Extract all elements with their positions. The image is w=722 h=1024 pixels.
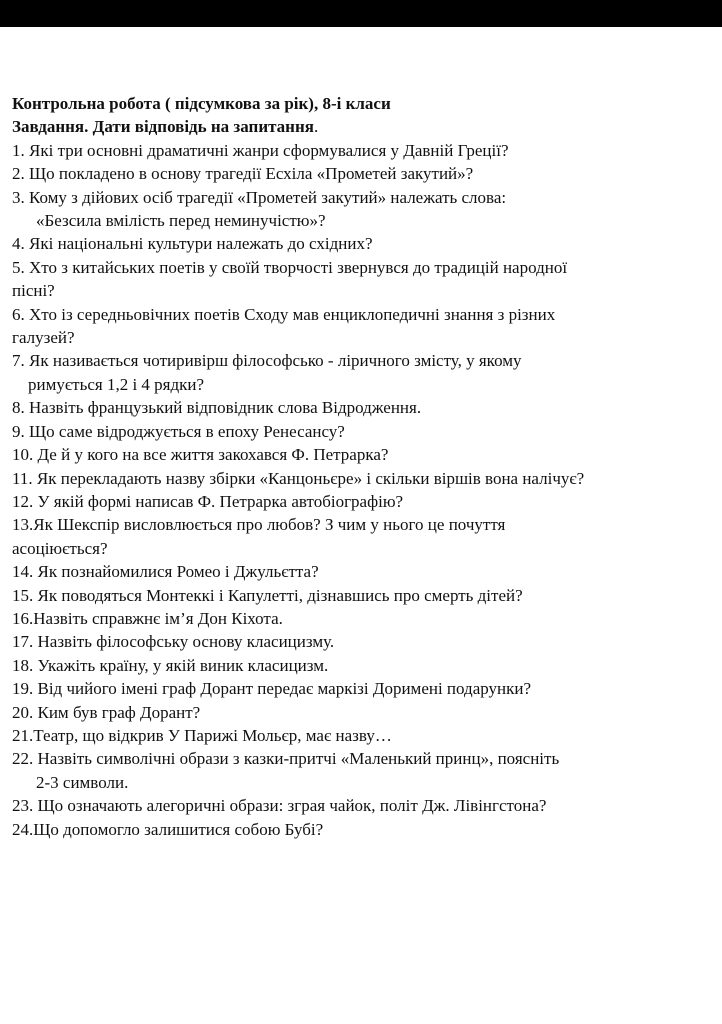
question-2: 2. Що покладено в основу трагедії Есхіла «Прометей закутий»?	[12, 164, 474, 184]
question-5: 5. Хто з китайських поетів у своїй творчості звернувся до традицій народної	[12, 257, 568, 277]
task-instruction	[12, 115, 712, 138]
document-page	[12, 92, 712, 841]
question-3: 3. Кому з дійових осіб трагедії «Прометей закутий» належать слова:	[12, 187, 507, 207]
question-19: 19. Від чийого імені граф Дорант передає маркізі Доримені подарунки?	[12, 679, 532, 699]
question-7-continuation: римується 1,2 і 4 рядки?	[28, 374, 205, 394]
question-10: 10. Де й у кого на все життя закохався Ф. Петрарка?	[12, 445, 389, 465]
question-13-continuation: асоціюється?	[12, 538, 108, 558]
task-instruction-tail: .	[313, 117, 319, 137]
question-3-continuation: «Безсила вмілість перед неминучістю»?	[36, 211, 326, 231]
question-11: 11. Як перекладають назву збірки «Канцоньєре» і скільки віршів вона налічує?	[12, 468, 585, 488]
question-22-continuation: 2-3 символи.	[36, 772, 129, 792]
document-title: Контрольна робота ( підсумкова за рік), 8-і класи	[12, 94, 391, 113]
question-4: 4. Які національні культури належать до східних?	[12, 234, 373, 254]
top-status-bar	[0, 0, 722, 27]
question-7: 7. Як називається чотиривірш філософсько - ліричного змісту, у якому	[12, 351, 522, 371]
question-8: 8. Назвіть французький відповідник слова Відродження.	[12, 398, 422, 418]
question-15: 15. Як поводяться Монтеккі і Капулетті, дізнавшись про смерть дітей?	[12, 585, 523, 605]
question-22: 22. Назвіть символічні образи з казки-притчі «Маленький принц», поясніть	[12, 749, 560, 769]
question-23: 23. Що означають алегоричні образи: зграя чайок, політ Дж. Лівінгстона?	[12, 796, 547, 816]
question-6-continuation: галузей?	[12, 328, 75, 348]
question-21: 21.Театр, що відкрив У Парижі Мольєр, має назву…	[12, 725, 392, 745]
question-5-continuation: пісні?	[12, 281, 55, 301]
question-9: 9. Що саме відроджується в епоху Ренесансу?	[12, 421, 345, 441]
question-18: 18. Укажіть країну, у якій виник класицизм.	[12, 655, 329, 675]
question-1: 1. Які три основні драматичні жанри сформувалися у Давній Греції?	[12, 140, 509, 160]
question-17: 17. Назвіть філософську основу класицизму.	[12, 632, 335, 652]
question-13: 13.Як Шекспір висловлюється про любов? З чим у нього це почуття	[12, 515, 506, 535]
question-6: 6. Хто із середньовічних поетів Сходу мав енциклопедичні знання з різних	[12, 304, 556, 324]
task-instruction-bold: Завдання. Дати відповідь на запитання	[12, 117, 314, 137]
question-12: 12. У якій формі написав Ф. Петрарка автобіографію?	[12, 491, 404, 511]
question-16: 16.Назвіть справжнє ім’я Дон Кіхота.	[12, 608, 283, 628]
question-14: 14. Як познайомилися Ромео і Джульєтта?	[12, 562, 319, 582]
question-20: 20. Ким був граф Дорант?	[12, 702, 201, 722]
question-24: 24.Що допомогло залишитися собою Бубі?	[12, 819, 324, 839]
